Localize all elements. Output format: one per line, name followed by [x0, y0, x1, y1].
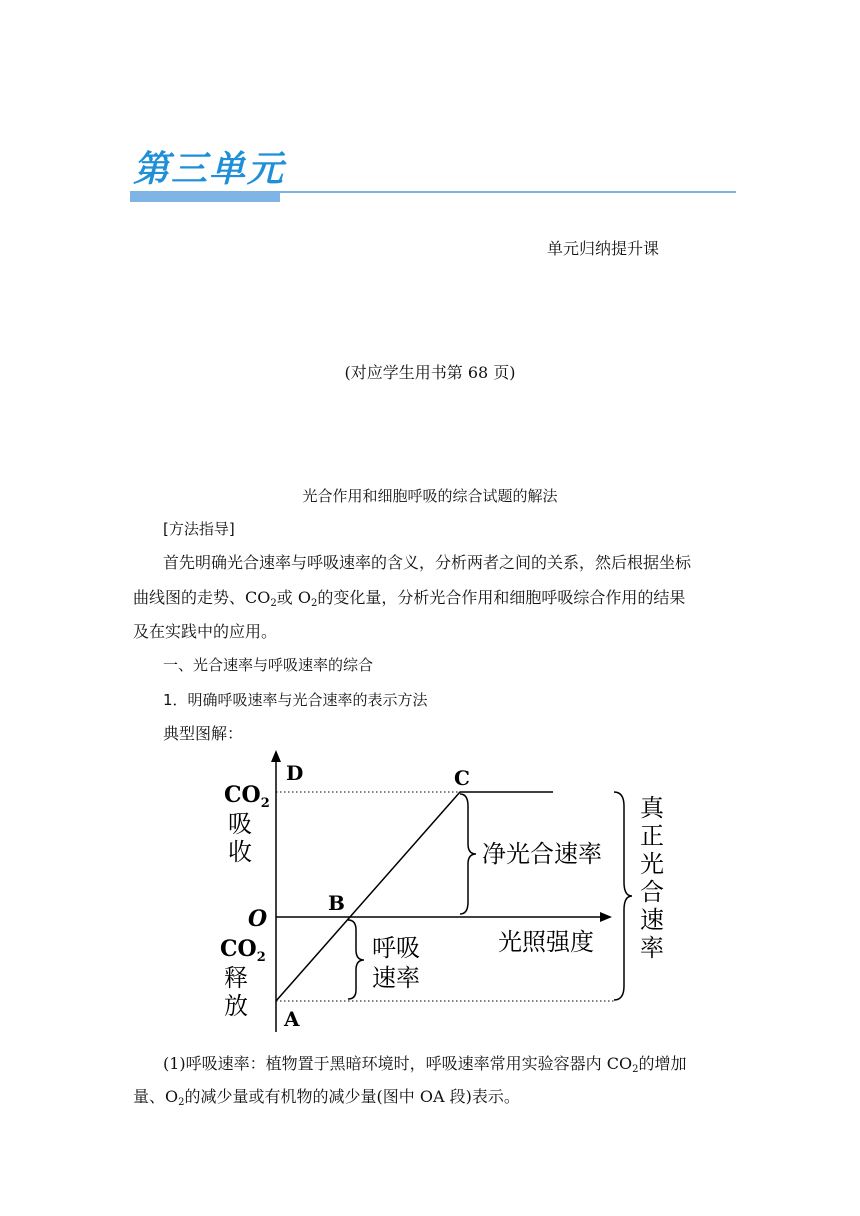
point-d-label: D: [286, 761, 304, 785]
heading-1: 一、光合速率与呼吸速率的综合: [163, 656, 374, 674]
net-rate-brace: [460, 794, 476, 914]
net-rate-label: 净光合速率: [482, 840, 602, 868]
method-guide-label: [方法指导]: [163, 520, 235, 538]
intro-line-3: 及在实践中的应用。: [133, 622, 278, 641]
section-heading: 光合作用和细胞呼吸的综合试题的解法: [302, 487, 558, 505]
y-axis-arrow: [271, 750, 281, 762]
point-a-label: A: [284, 1007, 300, 1031]
paragraph-line-2: 量、$O_2$的减少量或有机物的减少量(图中 OA 段)表示。: [133, 1087, 520, 1108]
page-reference: (对应学生用书第 68 页): [344, 363, 516, 382]
true-rate-char-2: 正: [640, 822, 664, 850]
unit-subtitle: 单元归纳提升课: [547, 239, 660, 258]
true-rate-char-4: 合: [640, 878, 664, 906]
x-axis-arrow: [600, 912, 612, 922]
y-top-label-2: 吸: [228, 810, 252, 838]
true-rate-char-5: 速: [640, 906, 664, 934]
y-top-label-3: 收: [228, 838, 252, 866]
intro-line-1: 首先明确光合速率与呼吸速率的含义，分析两者之间的关系，然后根据坐标: [163, 553, 692, 572]
y-bottom-label-3: 放: [224, 992, 248, 1020]
true-rate-char-3: 光: [640, 850, 664, 878]
resp-rate-label-1: 呼吸: [372, 934, 420, 962]
point-b-label: B: [328, 891, 345, 915]
title-rule-accent: [130, 193, 280, 202]
figure-label: 典型图解：: [163, 724, 244, 743]
resp-rate-brace: [348, 920, 364, 999]
origin-label: O: [248, 906, 268, 932]
true-rate-char-6: 率: [640, 934, 664, 962]
intro-line-2: 曲线图的走势、$CO_2$或 $O_2$的变化量，分析光合作用和细胞呼吸综合作用的结果: [133, 588, 686, 609]
unit-title: 第三单元: [133, 149, 286, 190]
true-rate-brace: [614, 792, 632, 1000]
rate-diagram: [210, 750, 680, 1035]
y-bottom-label: $CO_2$: [220, 936, 266, 965]
resp-rate-label-2: 速率: [372, 964, 420, 992]
x-axis-label: 光照强度: [498, 928, 594, 956]
y-bottom-label-2: 释: [224, 964, 248, 992]
point-c-label: C: [454, 766, 470, 790]
true-rate-char-1: 真: [640, 794, 664, 822]
paragraph-line-1: (1)呼吸速率：植物置于黑暗环境时，呼吸速率常用实验容器内 $CO_2$的增加: [163, 1054, 687, 1075]
heading-1-1: 1．明确呼吸速率与光合速率的表示方法: [163, 691, 428, 709]
y-top-label: $CO_2$: [224, 782, 270, 811]
